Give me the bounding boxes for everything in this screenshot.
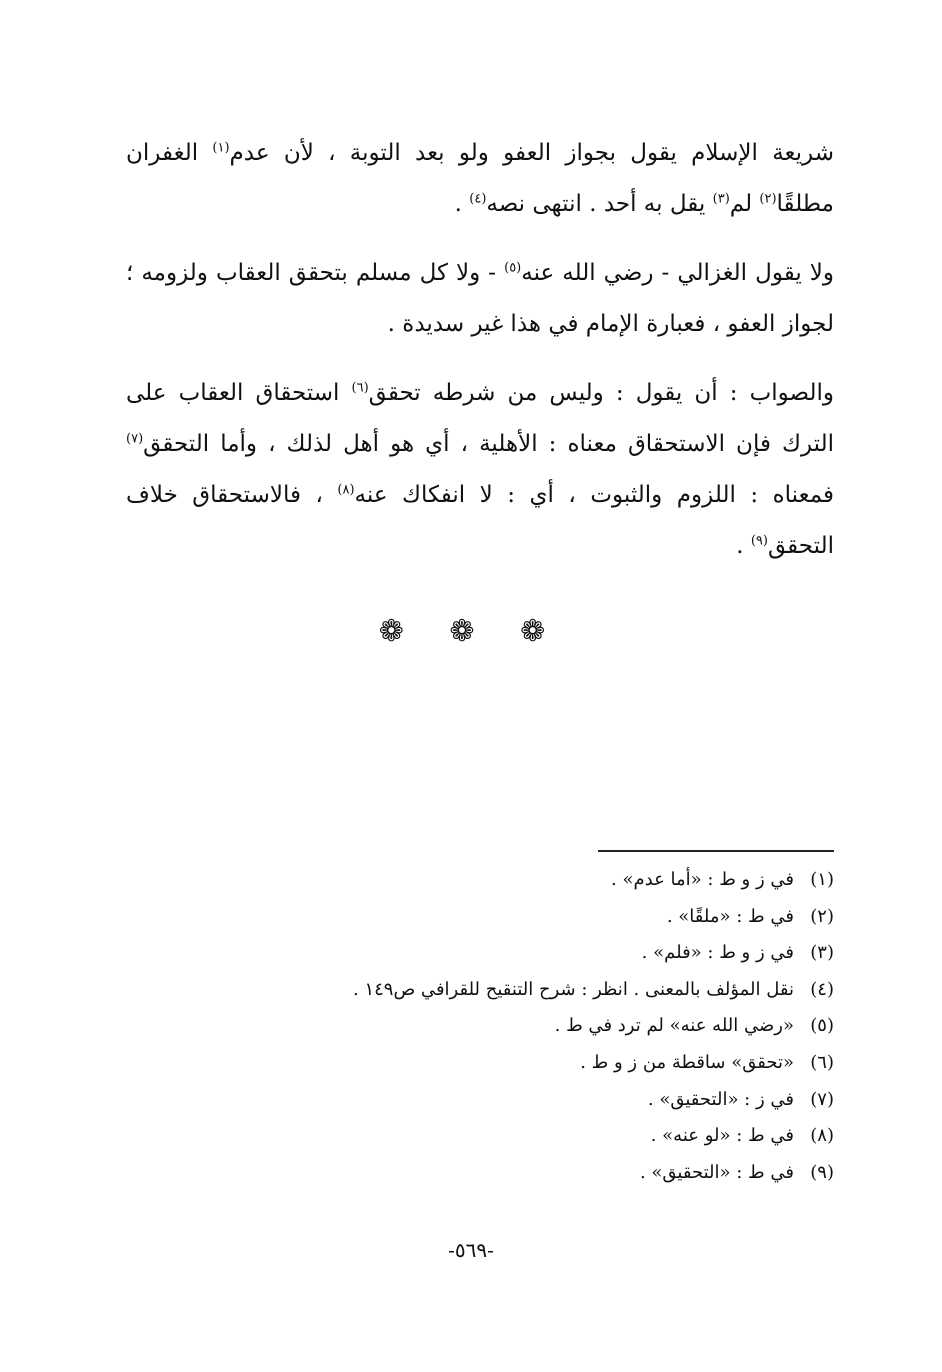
footnote-reference: (٤) — [469, 191, 487, 207]
footnote-text: «رضي الله عنه» لم ترد في ط . — [554, 1015, 794, 1037]
footnote-reference: (٧) — [126, 431, 144, 447]
footnote-number: (٥) — [810, 1015, 834, 1037]
footnote-reference: (٢) — [759, 191, 777, 207]
footnote-text: في ط : «ملقًا» . — [666, 905, 794, 927]
footnote-text: نقل المؤلف بالمعنى . انظر : شرح التنقيح للقرافي ص١٤٩ . — [352, 978, 794, 1000]
text-segment: والصواب : أن يقول : وليس من شرطه تحقق — [368, 380, 834, 406]
footnote-text: في ز و ط : «فلم» . — [641, 942, 794, 964]
text-segment: . — [454, 191, 470, 217]
footnote-number: (٦) — [810, 1051, 834, 1073]
footnote-item — [300, 972, 834, 1009]
footnote-reference: (٦) — [351, 380, 369, 396]
text-segment: ، فالاستحقاق خلاف التحقق — [126, 482, 834, 559]
footnote-reference: (٥) — [504, 260, 522, 276]
footnotes-list — [300, 862, 834, 1191]
footnote-number: (٨) — [810, 1125, 834, 1147]
footnote-item — [300, 935, 834, 972]
footnote-item — [300, 862, 834, 899]
footnote-text: «تحقق» ساقطة من ز و ط . — [580, 1051, 794, 1073]
footnote-text: في ز : «التحقيق» . — [647, 1088, 794, 1110]
text-segment: فمعناه : اللزوم والثبوت ، أي : لا انفكاك عنه — [354, 482, 834, 508]
footnote-number: (٢) — [810, 905, 834, 927]
footnote-number: (٤) — [810, 978, 834, 1000]
body-paragraph — [126, 368, 834, 572]
footnote-text: في ط : «لو عنه» . — [650, 1125, 794, 1147]
footnote-reference: (٣) — [712, 191, 730, 207]
footnote-item — [300, 1082, 834, 1119]
page-number: -٥٦٩- — [448, 1238, 494, 1262]
text-segment: استحقاق العقاب على الترك فإن الاستحقاق معناه : الأهلية ، أي هو أهل لذلك ، وأما التحقق — [126, 380, 834, 457]
text-segment: ولا يقول الغزالي - رضي الله عنه — [521, 260, 835, 286]
body-paragraph — [126, 128, 834, 230]
section-divider-ornament: ❁ ❁ ❁ — [378, 614, 564, 649]
text-segment: . — [736, 533, 751, 559]
footnote-item — [300, 1008, 834, 1045]
footnote-item — [300, 899, 834, 936]
text-segment: - ولا كل مسلم بتحقق العقاب ولزومه ؛ لجواز العفو ، فعبارة الإمام في هذا غير سديدة . — [126, 260, 834, 337]
main-text — [126, 128, 834, 590]
footnote-separator-line — [598, 850, 834, 852]
footnote-number: (٧) — [810, 1088, 834, 1110]
footnote-number: (٣) — [810, 942, 834, 964]
footnote-item — [300, 1045, 834, 1082]
body-paragraph — [126, 248, 834, 350]
text-segment: الغفران مطلقًا — [126, 140, 834, 217]
footnote-reference: (٨) — [337, 482, 355, 498]
text-segment: لم — [729, 191, 760, 217]
text-segment: شريعة الإسلام يقول بجواز العفو ولو بعد التوبة ، لأن عدم — [229, 140, 834, 166]
footnote-item — [300, 1118, 834, 1155]
footnote-text: في ط : «التحقيق» . — [639, 1161, 794, 1183]
text-segment: يقل به أحد . انتهى نصه — [486, 191, 713, 217]
footnote-number: (١) — [810, 869, 834, 890]
footnote-reference: (٩) — [750, 533, 768, 549]
footnote-number: (٩) — [810, 1161, 834, 1183]
footnote-text: في ز و ط : «أما عدم» . — [611, 869, 794, 890]
footnote-item — [300, 1155, 834, 1192]
footnote-reference: (١) — [212, 140, 230, 156]
